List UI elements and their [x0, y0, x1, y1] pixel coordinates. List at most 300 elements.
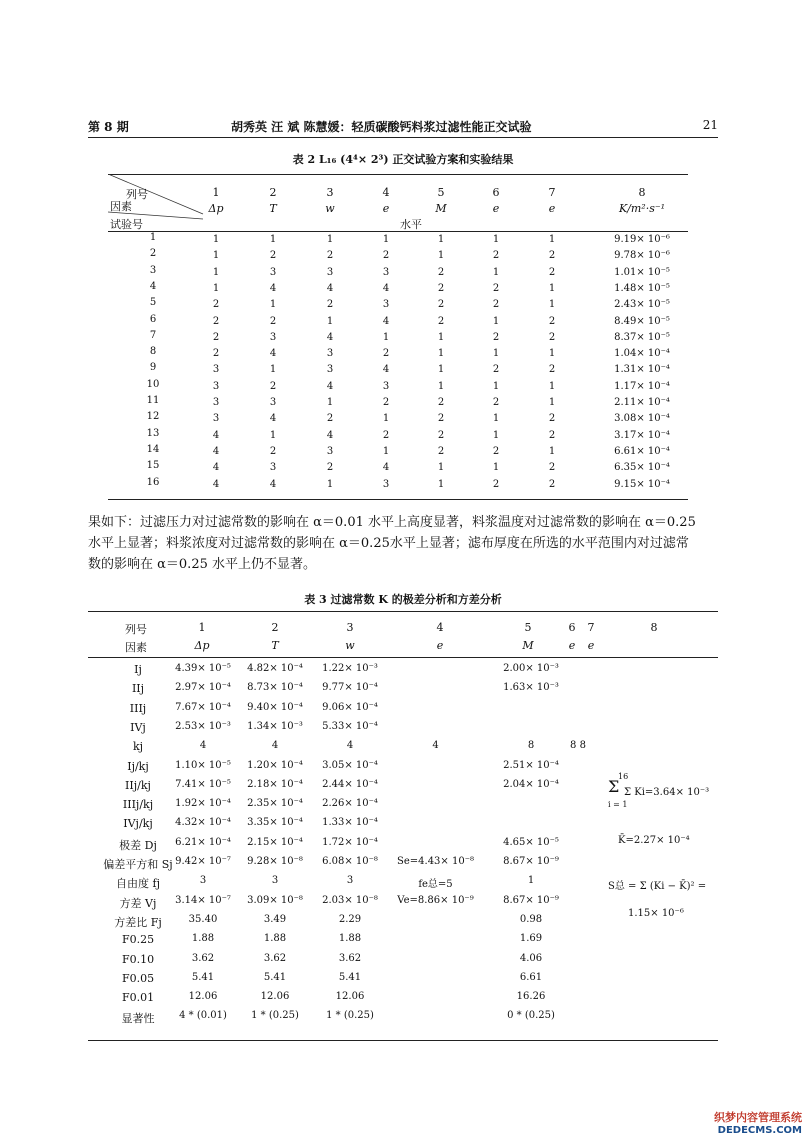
level-cell: 3 — [269, 266, 277, 278]
level-cell: 1 — [437, 250, 445, 262]
col-number: 4 — [436, 621, 444, 634]
level-cell: 2 — [437, 315, 445, 327]
value-cell: 2.18× 10⁻⁴ — [247, 778, 303, 790]
level-cell: 2 — [382, 250, 390, 262]
k-value: 6.61× 10⁻⁴ — [614, 445, 670, 457]
level-cell: 4 — [382, 462, 390, 474]
level-cell: 3 — [326, 348, 334, 360]
level-cell: 3 — [212, 380, 220, 392]
value-cell: 7.41× 10⁻⁵ — [175, 778, 231, 790]
level-cell: 1 — [382, 331, 390, 343]
trial-number: 12 — [146, 411, 160, 423]
level-cell: 1 — [492, 266, 500, 278]
value-cell: 7.67× 10⁻⁴ — [175, 701, 231, 713]
value-cell: 1 — [527, 875, 535, 887]
level-cell: 1 — [437, 364, 445, 376]
factor-label: M — [522, 639, 534, 652]
level-cell: 4 — [212, 462, 220, 474]
value-cell: 1.22× 10⁻³ — [322, 663, 378, 674]
level-cell: 1 — [326, 397, 334, 408]
table-row — [108, 443, 688, 462]
level-cell: 1 — [382, 234, 390, 245]
level-cell: 2 — [269, 315, 277, 327]
table-row — [88, 817, 718, 835]
level-cell: 2 — [548, 266, 556, 278]
level-cell: 1 — [212, 282, 220, 294]
row-label: F0.25 — [121, 933, 155, 947]
factor-label: e — [568, 639, 576, 652]
value-cell: 4.65× 10⁻⁵ — [503, 836, 559, 848]
value-cell: 3.05× 10⁻⁴ — [322, 759, 378, 771]
value-cell: 4.06 — [519, 952, 543, 964]
trial-number: 14 — [146, 443, 160, 455]
level-cell: 1 — [437, 234, 445, 245]
level-cell: 2 — [437, 282, 445, 294]
watermark-line1: 织梦内容管理系统 — [714, 1111, 802, 1124]
level-cell: 2 — [492, 364, 500, 376]
value-cell: 8 8 — [570, 740, 586, 752]
value-cell: 12.06 — [188, 991, 218, 1003]
value-cell: 3.62 — [191, 952, 215, 964]
value-cell: 6.21× 10⁻⁴ — [175, 836, 231, 848]
value-cell: 16.26 — [516, 991, 546, 1003]
level-cell: 2 — [548, 250, 556, 262]
table2-bottom-rule — [108, 499, 688, 500]
value-cell: 5.33× 10⁻⁴ — [322, 720, 378, 732]
corner-trial-label: 试验号 — [110, 218, 143, 231]
factor-label: e — [548, 202, 556, 215]
value-cell: 8.67× 10⁻⁹ — [503, 856, 559, 867]
value-cell: Se=4.43× 10⁻⁸ — [397, 856, 474, 867]
value-cell: 1.33× 10⁻⁴ — [322, 817, 378, 829]
level-cell: 3 — [269, 331, 277, 343]
value-cell: 1.69 — [519, 933, 543, 945]
factor-label: Δp — [208, 202, 224, 215]
table-row — [108, 364, 688, 380]
level-cell: 3 — [382, 478, 390, 490]
k-value: 8.49× 10⁻⁵ — [614, 315, 670, 327]
value-cell: 1.92× 10⁻⁴ — [175, 798, 231, 810]
level-cell: 2 — [492, 299, 500, 311]
level-cell: 1 — [382, 413, 390, 425]
row-label: 偏差平方和 Sj — [103, 858, 173, 871]
value-cell: 2.53× 10⁻³ — [175, 720, 231, 732]
trial-number: 10 — [146, 378, 160, 390]
table-row — [88, 991, 718, 1009]
level-cell: 3 — [269, 397, 277, 408]
row-label: Ij — [134, 663, 142, 676]
factor-label: e — [587, 639, 595, 652]
value-cell: 1.63× 10⁻³ — [503, 682, 559, 694]
value-cell: 2.00× 10⁻³ — [503, 663, 559, 674]
trial-number: 7 — [149, 329, 157, 341]
table-row — [108, 250, 688, 266]
col-number: 8 — [638, 186, 646, 199]
value-cell: 5.41 — [191, 971, 215, 983]
value-cell: 2.04× 10⁻⁴ — [503, 778, 559, 790]
table-row — [108, 264, 688, 283]
table-row — [108, 348, 688, 364]
k-value: 3.08× 10⁻⁴ — [614, 413, 670, 425]
trial-number: 13 — [146, 427, 160, 439]
level-cell: 3 — [212, 413, 220, 425]
value-cell: 2.29 — [338, 913, 362, 925]
row-label: kj — [132, 740, 144, 754]
value-cell: 1.20× 10⁻⁴ — [247, 759, 303, 771]
level-cell: 4 — [326, 331, 334, 343]
value-cell: 4 * (0.01) — [179, 1010, 227, 1022]
row-label: F0.05 — [121, 971, 155, 985]
value-cell: 3.62 — [263, 952, 287, 964]
paragraph-line: 水平上显著；料浆浓度对过滤常数的影响在 α＝0.25水平上显著；滤布厚度在所选的水平范围内对过滤常 — [88, 536, 689, 551]
k-value: 1.17× 10⁻⁴ — [614, 380, 670, 392]
value-cell: 3 — [199, 875, 207, 887]
level-cell: 2 — [269, 250, 277, 262]
level-cell: 1 — [269, 364, 277, 376]
table2-caption: 表 2 L₁₆ (4⁴× 2³) 正交试验方案和实验结果 — [292, 153, 514, 166]
value-cell: 3 — [346, 875, 354, 887]
trial-number: 2 — [149, 248, 157, 260]
table-row — [108, 476, 688, 495]
col-number: 3 — [326, 186, 334, 199]
level-cell: 1 — [212, 266, 220, 278]
level-cell: 1 — [548, 445, 556, 457]
level-cell: 1 — [548, 282, 556, 294]
level-cell: 2 — [437, 299, 445, 311]
level-cell: 1 — [548, 348, 556, 360]
k-value: 9.19× 10⁻⁶ — [614, 234, 670, 245]
table-row — [88, 933, 718, 951]
level-cell: 1 — [492, 234, 500, 245]
table-row — [88, 972, 718, 990]
k-value: 3.17× 10⁻⁴ — [614, 429, 670, 441]
level-cell: 4 — [269, 282, 277, 294]
level-cell: 2 — [326, 413, 334, 425]
value-cell: 4.32× 10⁻⁴ — [175, 817, 231, 829]
level-cell: 2 — [548, 478, 556, 490]
level-cell: 2 — [437, 397, 445, 408]
trial-number: 9 — [149, 362, 157, 374]
level-cell: 1 — [492, 348, 500, 360]
corner-col-label: 列号 — [126, 188, 148, 201]
level-cell: 1 — [548, 380, 556, 392]
value-cell: 0.98 — [519, 913, 543, 925]
head-factor-label: 因素 — [125, 641, 147, 654]
level-cell: 1 — [326, 315, 334, 327]
table-row — [108, 234, 688, 250]
level-cell: 3 — [382, 266, 390, 278]
value-cell: 9.28× 10⁻⁸ — [247, 856, 303, 867]
k-value: 1.31× 10⁻⁴ — [614, 364, 670, 376]
value-cell: 6.08× 10⁻⁸ — [322, 856, 378, 867]
value-cell: 3 — [271, 875, 279, 887]
trial-number: 1 — [149, 232, 157, 243]
value-cell: 1.72× 10⁻⁴ — [322, 836, 378, 848]
factor-label: w — [325, 202, 335, 215]
table-row — [108, 299, 688, 315]
value-cell: 6.61 — [519, 971, 543, 983]
col-number: 7 — [587, 621, 595, 634]
level-cell: 2 — [269, 380, 277, 392]
col-number: 5 — [524, 621, 532, 634]
level-cell: 1 — [212, 250, 220, 262]
col-number: 1 — [212, 186, 220, 199]
trial-number: 5 — [149, 297, 157, 309]
value-cell: 4 — [271, 740, 279, 752]
trial-number: 11 — [146, 395, 160, 406]
table-row — [88, 856, 718, 874]
table3-caption: 表 3 过滤常数 K 的极差分析和方差分析 — [304, 593, 502, 606]
trial-number: 16 — [146, 476, 160, 488]
value-cell: 9.06× 10⁻⁴ — [322, 701, 378, 713]
col-number: 2 — [269, 186, 277, 199]
factor-label: e — [492, 202, 500, 215]
row-label: 显著性 — [121, 1012, 155, 1026]
level-cell: 1 — [269, 234, 277, 245]
row-label: IIIj — [129, 701, 147, 715]
level-cell: 4 — [212, 478, 220, 490]
level-cell: 3 — [326, 266, 334, 278]
value-cell: fe总=5 — [418, 879, 453, 891]
header-rule — [88, 137, 718, 138]
page-number: 21 — [702, 118, 718, 132]
col-number: 1 — [198, 621, 206, 634]
value-cell: 1.10× 10⁻⁵ — [175, 759, 231, 771]
corner-factor-label: 因素 — [110, 200, 132, 213]
trial-number: 3 — [149, 264, 157, 276]
value-cell: 4.82× 10⁻⁴ — [247, 663, 303, 674]
k-value: 9.15× 10⁻⁴ — [614, 478, 670, 490]
level-cell: 1 — [212, 234, 220, 245]
level-cell: 2 — [437, 266, 445, 278]
level-cell: 4 — [269, 348, 277, 360]
value-cell: 8.73× 10⁻⁴ — [247, 682, 303, 694]
value-cell: 12.06 — [260, 991, 290, 1003]
value-cell: 8 — [527, 740, 535, 752]
row-label: IIj — [131, 682, 145, 696]
head-col-label: 列号 — [125, 623, 147, 636]
value-cell: 3.09× 10⁻⁸ — [247, 894, 303, 906]
table3-head-rule — [88, 657, 718, 658]
k-value: 1.48× 10⁻⁵ — [614, 282, 670, 294]
table-row — [88, 721, 718, 739]
value-cell: 4 — [346, 740, 354, 752]
value-cell: 4 — [199, 740, 207, 752]
factor-label: T — [269, 202, 277, 215]
level-cell: 2 — [492, 282, 500, 294]
level-cell: 4 — [212, 445, 220, 457]
level-cell: 3 — [382, 299, 390, 311]
level-cell: 3 — [269, 462, 277, 474]
level-cell: 1 — [548, 397, 556, 408]
level-cell: 1 — [382, 445, 390, 457]
issue-number: 第 8 期 — [88, 120, 129, 134]
table-row — [88, 663, 718, 681]
level-cell: 2 — [212, 348, 220, 360]
factor-label: T — [271, 639, 279, 652]
level-cell: 2 — [212, 299, 220, 311]
level-cell: 1 — [492, 462, 500, 474]
row-label: Ij/kj — [127, 759, 149, 773]
level-cell: 2 — [548, 331, 556, 343]
level-cell: 1 — [437, 348, 445, 360]
k-bar: K̄=2.27× 10⁻⁴ — [618, 835, 690, 846]
watermark-line2: DEDECMS.COM — [717, 1125, 802, 1136]
table-row — [88, 914, 718, 932]
table3: 列号 因素 1 2 3 4 5 6 7 8 Δp T w e M e e Ij 4.39× 10⁻⁵ 4.82× 10⁻⁴ 1.22× 10⁻³ 2.00× 10⁻³ IIj 2.97× 10⁻⁴ 8.73× 10⁻⁴ 9.77× 10⁻⁴ 1.63× 10⁻³ IIIj 7.67× 10⁻⁴ 9.40× 10⁻⁴ 9.06× 10⁻⁴ IVj 2.53× 10⁻³ 1.34× 10⁻³ 5.33× 10⁻⁴ kj 4 4 4 4 8 8 8 Ij/kj 1.10× 10⁻⁵ 1.20× 10⁻⁴ 3.05× 10⁻⁴ 2.51× 10⁻⁴ IIj/kj 7.41× 10⁻⁵ 2.18× 10⁻⁴ 2.44× 10⁻⁴ 2.04× 10⁻⁴ IIIj/kj 1.92× 10⁻⁴ 2.35× 10⁻⁴ 2.26× 10⁻⁴ IVj/kj 4.32× 10⁻⁴ 3.35× 10⁻⁴ 1.33× 10⁻⁴ 极差 Dj 6.21× 10⁻⁴ 2.15× 10⁻⁴ 1.72× 10⁻⁴ 4.65× 10⁻⁵ 偏差平方和 Sj 9.42× 10⁻⁷ 9.28× 10⁻⁸ 6.08× 10⁻⁸ Se=4.43× 10⁻⁸ 8.67× 10⁻⁹ 自由度 fj 3 3 3 fe总=5 1 方差 Vj 3.14× 10⁻⁷ 3.09× 10⁻⁸ 2.03× 10⁻⁸ Ve=8.86× 10⁻⁹ 8.67× 10⁻⁹ 方差比 Fj 35.40 3.49 2.29 0.98 F0.25 1.88 1.88 1.88 1.69 F0.10 3.62 3.62 3.62 4.06 F0.05 5.41 5.41 5.41 6.61 F0.01 12.06 12.06 12.06 16.26 显著性 4 * (0.01) 1 * (0.25) 1 * (0.25) 0 * (0.25) 16 Σ i = 1 Σ Ki=3.64× 10⁻³ K̄=2.27× 10⁻⁴ S总 = Σ (Ki − K̄)² = 1.15× 10⁻⁶ — [88, 611, 718, 1041]
col-number: 5 — [437, 186, 445, 199]
level-cell: 1 — [548, 234, 556, 245]
value-cell: 1 * (0.25) — [326, 1010, 374, 1022]
level-cell: 1 — [492, 315, 500, 327]
level-cell: 1 — [269, 299, 277, 311]
value-cell: 1.88 — [338, 933, 362, 945]
table-row — [108, 413, 688, 429]
level-cell: 2 — [548, 364, 556, 376]
table-row — [108, 329, 688, 348]
running-header — [88, 118, 718, 136]
table-row — [108, 378, 688, 397]
level-cell: 2 — [492, 478, 500, 490]
table-row — [108, 427, 688, 446]
row-label: F0.10 — [121, 952, 155, 966]
level-label: 水平 — [400, 218, 422, 231]
k-value: 9.78× 10⁻⁶ — [614, 250, 670, 262]
table-row — [108, 280, 688, 299]
value-cell: 2.35× 10⁻⁴ — [247, 798, 303, 810]
value-cell: 9.42× 10⁻⁷ — [175, 856, 231, 867]
row-label: 极差 Dj — [119, 838, 157, 852]
level-cell: 2 — [382, 348, 390, 360]
level-cell: 2 — [382, 397, 390, 408]
level-cell: 4 — [269, 478, 277, 490]
paragraph-line: 数的影响在 α＝0.25 水平上仍不显著。 — [88, 557, 316, 572]
level-cell: 2 — [548, 315, 556, 327]
k-value: 2.43× 10⁻⁵ — [614, 299, 670, 311]
paragraph-line: 果如下：过滤压力对过滤常数的影响在 α＝0.01 水平上高度显著，料浆温度对过滤常数的影响在 α＝0.25 — [88, 515, 696, 530]
row-label: 方差 Vj — [119, 896, 157, 910]
value-cell: 5.41 — [338, 971, 362, 983]
k-value: 1.04× 10⁻⁴ — [614, 348, 670, 360]
level-cell: 1 — [492, 380, 500, 392]
level-cell: 2 — [382, 429, 390, 441]
level-cell: 1 — [437, 478, 445, 490]
value-cell: 3.49 — [263, 913, 287, 925]
level-cell: 4 — [326, 282, 334, 294]
table-row — [108, 397, 688, 413]
level-cell: 3 — [382, 380, 390, 392]
level-cell: 1 — [437, 331, 445, 343]
level-cell: 4 — [382, 282, 390, 294]
level-cell: 1 — [326, 478, 334, 490]
value-cell: 2.26× 10⁻⁴ — [322, 798, 378, 810]
value-cell: 5.41 — [263, 971, 287, 983]
value-cell: 2.15× 10⁻⁴ — [247, 836, 303, 848]
value-cell: 3.14× 10⁻⁷ — [175, 894, 231, 906]
value-cell: 0 * (0.25) — [507, 1010, 555, 1022]
table-row — [108, 462, 688, 478]
value-cell: 8.67× 10⁻⁹ — [503, 894, 559, 906]
table-row — [88, 953, 718, 971]
level-cell: 4 — [382, 364, 390, 376]
value-cell: Ve=8.86× 10⁻⁹ — [397, 894, 474, 906]
level-cell: 2 — [212, 331, 220, 343]
level-cell: 1 — [492, 413, 500, 425]
level-cell: 3 — [326, 445, 334, 457]
value-cell: 1.88 — [191, 933, 215, 945]
level-cell: 1 — [269, 429, 277, 441]
level-cell: 2 — [212, 315, 220, 327]
trial-number: 4 — [149, 280, 157, 292]
table-row — [88, 895, 718, 913]
watermark — [714, 1111, 802, 1137]
row-label: IVj — [130, 720, 146, 734]
level-cell: 2 — [548, 462, 556, 474]
k-value: 2.11× 10⁻⁴ — [614, 397, 670, 408]
row-label: IIj/kj — [125, 778, 151, 792]
table-row — [88, 682, 718, 700]
level-cell: 4 — [212, 429, 220, 441]
col-number: 4 — [382, 186, 390, 199]
level-cell: 2 — [548, 429, 556, 441]
value-cell: 3.62 — [338, 952, 362, 964]
level-cell: 1 — [492, 429, 500, 441]
level-cell: 4 — [382, 315, 390, 327]
level-cell: 2 — [326, 462, 334, 474]
row-label: F0.01 — [121, 991, 155, 1005]
value-cell: 1 * (0.25) — [251, 1010, 299, 1022]
col-number: 8 — [650, 621, 658, 634]
factor-label: K/m²·s⁻¹ — [618, 202, 666, 215]
row-label: IVj/kj — [123, 817, 153, 831]
row-label: IIIj/kj — [122, 798, 154, 812]
table3-top-rule — [88, 611, 718, 612]
value-cell: 2.03× 10⁻⁸ — [322, 894, 378, 906]
value-cell: 2.51× 10⁻⁴ — [503, 759, 559, 771]
level-cell: 3 — [212, 364, 220, 376]
factor-label: w — [345, 639, 355, 652]
level-cell: 2 — [326, 299, 334, 311]
level-cell: 4 — [326, 380, 334, 392]
table-row — [88, 740, 718, 758]
authors-title: 胡秀英 汪 斌 陈慧媛：轻质碳酸钙料浆过滤性能正交试验 — [231, 120, 532, 134]
value-cell: 4 — [432, 740, 439, 752]
level-cell: 3 — [212, 397, 220, 408]
table-row — [88, 1010, 718, 1028]
value-cell: 3.35× 10⁻⁴ — [247, 817, 303, 829]
row-label: 方差比 Fj — [114, 915, 162, 929]
level-cell: 1 — [326, 234, 334, 245]
table2 — [108, 174, 688, 500]
level-cell: 2 — [548, 413, 556, 425]
s-total-formula: S总 = Σ (Ki − K̄)² = — [608, 881, 707, 892]
level-cell: 1 — [548, 299, 556, 311]
table-row — [88, 702, 718, 720]
value-cell: 2.97× 10⁻⁴ — [175, 682, 231, 694]
value-cell: 1.88 — [263, 933, 287, 945]
k-value: 6.35× 10⁻⁴ — [614, 462, 670, 474]
factor-label: e — [382, 202, 390, 215]
factor-label: M — [435, 202, 447, 215]
k-value: 1.01× 10⁻⁵ — [614, 266, 670, 278]
trial-number: 8 — [149, 346, 157, 358]
row-label: 自由度 fj — [116, 877, 160, 891]
value-cell: 4.39× 10⁻⁵ — [175, 663, 231, 674]
level-cell: 2 — [492, 397, 500, 408]
level-cell: 2 — [492, 331, 500, 343]
level-cell: 2 — [492, 250, 500, 262]
level-cell: 1 — [437, 380, 445, 392]
